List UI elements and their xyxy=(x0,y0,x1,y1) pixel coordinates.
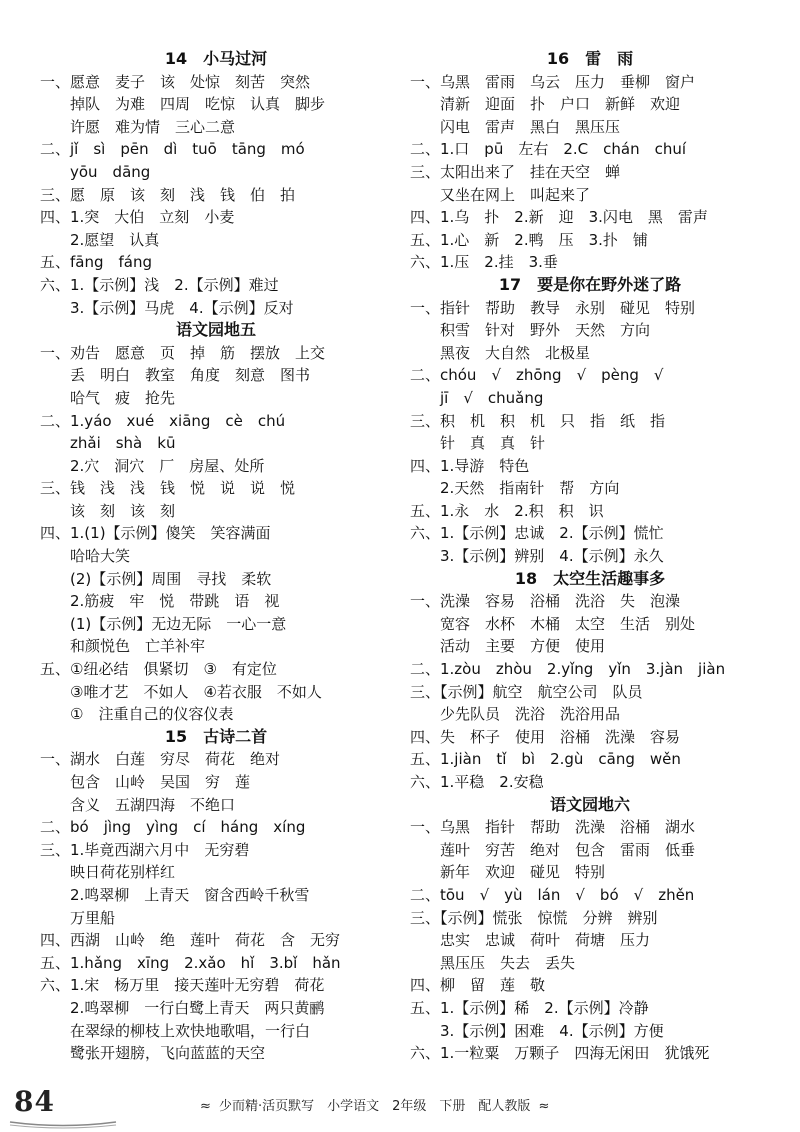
answer-line: 闪电 雷声 黑白 黑压压 xyxy=(440,117,621,136)
answer-line: 黑压压 失去 丢失 xyxy=(440,953,576,972)
answer-line: 哈哈大笑 xyxy=(70,547,131,566)
answer-line: 3.【示例】马虎 4.【示例】反对 xyxy=(70,298,294,317)
answer-line: 包含 山岭 吴国 穷 莲 xyxy=(70,773,251,791)
answer-line: 一、愿意 麦子 该 处惊 刻苦 突然 xyxy=(40,72,311,91)
answer-line: 二、1.zòu zhòu 2.yǐng yǐn 3.jàn jiàn xyxy=(410,660,726,679)
answer-line: 万里船 xyxy=(70,908,116,927)
answer-line: 六、1.【示例】浅 2.【示例】难过 xyxy=(40,275,279,294)
answer-line: 一、洗澡 容易 浴桶 洗浴 失 泡澡 xyxy=(410,592,681,611)
answer-line: 四、柳 留 莲 敬 xyxy=(410,976,546,995)
answer-line: 五、1.永 水 2.积 积 识 xyxy=(410,501,604,520)
answer-line: 六、1.【示例】忠诚 2.【示例】慌忙 xyxy=(410,524,664,543)
answer-line: 四、1.乌 扑 2.新 迎 3.闪电 黑 雷声 xyxy=(410,208,708,227)
answer-line: jī √ chuǎng xyxy=(440,388,544,407)
answer-line: 许愿 难为情 三心二意 xyxy=(70,117,236,136)
footer-text: ≈ 少而精·活页默写 小学语文 2年级 下册 配人教版 ≈ xyxy=(200,1099,550,1114)
answer-line: 一、劝告 愿意 页 掉 筋 摆放 上交 xyxy=(40,343,326,362)
answer-line: 三、钱 浅 浅 钱 悦 说 说 悦 xyxy=(40,479,296,498)
answer-line: 忠实 忠诚 荷叶 荷塘 压力 xyxy=(440,931,651,950)
section-title: 18 太空生活趣事多 xyxy=(514,568,666,588)
answer-line: (2)【示例】周围 寻找 柔软 xyxy=(70,569,272,588)
answer-line: 清新 迎面 扑 户口 新鲜 欢迎 xyxy=(440,95,681,114)
answer-line: 四、失 杯子 使用 浴桶 洗澡 容易 xyxy=(410,727,681,746)
answer-line: 二、bó jìng yìng cí háng xíng xyxy=(40,818,306,837)
answer-line: 在翠绿的柳枝上欢快地歌唱，一行白 xyxy=(70,1021,311,1040)
answer-line: 3.【示例】辨别 4.【示例】永久 xyxy=(440,547,664,566)
answer-line: 三、太阳出来了 挂在天空 蝉 xyxy=(410,162,621,181)
answer-line: 鹭张开翅膀，飞向蓝蓝的天空 xyxy=(70,1044,266,1063)
answer-line: 三、【示例】航空 航空公司 队员 xyxy=(410,682,643,701)
answer-line: 五、1.【示例】稀 2.【示例】冷静 xyxy=(410,998,649,1017)
section-title: 16 雷 雨 xyxy=(546,49,634,68)
section-title: 语文园地六 xyxy=(549,794,630,814)
answer-line: 六、1.压 2.挂 3.垂 xyxy=(410,253,558,272)
section-title: 14 小马过河 xyxy=(164,49,268,68)
answer-line: ① 注重自己的仪容仪表 xyxy=(70,705,234,724)
answer-line: 少先队员 洗浴 洗浴用品 xyxy=(440,705,621,724)
answer-line: 二、jǐ sì pēn dì tuō tāng mó xyxy=(40,140,305,159)
answer-line: 四、1.导游 特色 xyxy=(410,456,530,475)
answer-line: zhǎi shà kū xyxy=(70,434,176,453)
answer-line: 二、1.口 pū 左右 2.C chán chuí xyxy=(410,140,687,159)
answer-line: 含义 五湖四海 不绝口 xyxy=(70,795,236,814)
section-title: 语文园地五 xyxy=(175,320,256,340)
answer-line: 和颜悦色 亡羊补牢 xyxy=(70,637,206,656)
answer-line: 掉队 为难 四周 吃惊 认真 脚步 xyxy=(70,95,326,114)
answer-line: 黑夜 大自然 北极星 xyxy=(440,343,591,362)
answer-line: 2.筋疲 牢 悦 带跳 语 视 xyxy=(70,592,280,611)
answer-line: 3.【示例】困难 4.【示例】方便 xyxy=(440,1021,664,1040)
page-number-swoosh-icon xyxy=(8,1119,118,1129)
answer-line: 二、tōu √ yù lán √ bó √ zhěn xyxy=(410,885,695,904)
section-title: 15 古诗二首 xyxy=(164,726,268,746)
answer-line: 六、1.一粒粟 万颗子 四海无闲田 犹饿死 xyxy=(410,1044,710,1063)
answer-line: 二、chóu √ zhōng √ pèng √ xyxy=(410,366,664,385)
answer-line: 一、湖水 白莲 穷尽 荷花 绝对 xyxy=(40,750,281,769)
answer-line: 新年 欢迎 碰见 特别 xyxy=(440,863,606,882)
answer-line: 五、1.hǎng xīng 2.xǎo hǐ 3.bǐ hǎn xyxy=(40,953,341,972)
answer-line: 四、1.(1)【示例】傻笑 笑容满面 xyxy=(40,524,271,543)
answer-line: 2.穴 洞穴 厂 房屋、处所 xyxy=(70,456,265,475)
answer-line: 二、1.yáo xué xiāng cè chú xyxy=(40,411,286,430)
answer-line: 莲叶 穷苦 绝对 包含 雷雨 低垂 xyxy=(440,840,696,859)
answer-line: 一、指针 帮助 教导 永别 碰见 特别 xyxy=(410,298,696,317)
answer-line: 丢 明白 教室 角度 刻意 图书 xyxy=(70,366,311,385)
answer-line: 哈气 疲 抢先 xyxy=(70,388,176,407)
answer-line: 四、西湖 山岭 绝 莲叶 荷花 含 无穷 xyxy=(40,931,341,950)
answer-line: 针 真 真 针 xyxy=(440,434,546,453)
answer-line: 2.鸣翠柳 上青天 窗含西岭千秋雪 xyxy=(70,885,310,904)
answer-line: 六、1.平稳 2.安稳 xyxy=(410,773,544,791)
left-column xyxy=(40,48,392,1065)
section-title: 17 要是你在野外迷了路 xyxy=(498,274,682,294)
answer-line: 积雪 针对 野外 天然 方向 xyxy=(440,321,651,340)
answer-line: 五、1.心 新 2.鸭 压 3.扑 铺 xyxy=(410,230,648,249)
answer-line: 三、积 机 积 机 只 指 纸 指 xyxy=(410,411,666,430)
answer-line: 2.天然 指南针 帮 方向 xyxy=(440,479,620,498)
answer-line: 四、1.突 大伯 立刻 小麦 xyxy=(40,208,235,227)
answer-line: 五、1.jiàn tǐ bì 2.gù cāng wěn xyxy=(410,750,681,769)
answer-line: 六、1.宋 杨万里 接天莲叶无穷碧 荷花 xyxy=(40,976,325,995)
right-column xyxy=(410,48,770,1065)
page-number: 84 xyxy=(14,1085,55,1118)
answer-line: 2.愿望 认真 xyxy=(70,230,160,249)
answer-line: 三、【示例】慌张 惊慌 分辨 辨别 xyxy=(410,908,658,927)
answer-line: 2.鸣翠柳 一行白鹭上青天 两只黄鹂 xyxy=(70,998,325,1017)
answer-line: yōu dāng xyxy=(70,162,151,181)
answer-line: 一、乌黑 雷雨 乌云 压力 垂柳 窗户 xyxy=(410,72,696,91)
answer-line: 五、①纽必结 俱紧切 ③ 有定位 xyxy=(40,660,277,679)
answer-line: 宽容 水杯 木桶 太空 生活 别处 xyxy=(440,614,696,633)
answer-line: 三、愿 原 该 刻 浅 钱 伯 拍 xyxy=(40,185,296,204)
answer-line: 活动 主要 方便 使用 xyxy=(440,637,606,656)
answer-line: 映日荷花别样红 xyxy=(70,863,176,882)
answer-line: 五、fāng fáng xyxy=(40,253,153,272)
answer-line: ③唯才艺 不如人 ④若衣服 不如人 xyxy=(70,682,322,701)
page-footer xyxy=(0,1085,800,1123)
answer-line: 又坐在网上 叫起来了 xyxy=(440,185,591,204)
answer-line: 三、1.毕竟西湖六月中 无穷碧 xyxy=(40,840,250,859)
answer-line: 该 刻 该 刻 xyxy=(70,501,176,520)
answer-line: (1)【示例】无边无际 一心一意 xyxy=(70,614,287,633)
answer-line: 一、乌黑 指针 帮助 洗澡 浴桶 湖水 xyxy=(410,818,696,837)
